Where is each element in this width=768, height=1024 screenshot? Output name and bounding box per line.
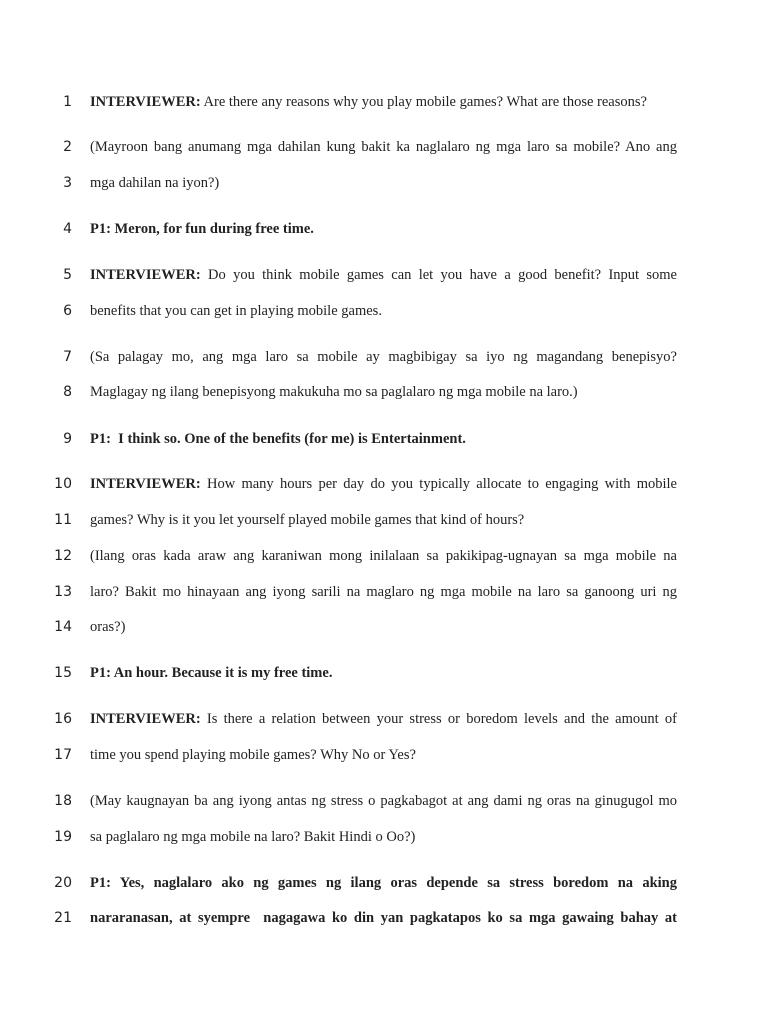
- line-text: (May kaugnayan ba ang iyong antas ng stress o pagkabagot at ang dami ng oras na ginugugol mo: [90, 793, 677, 809]
- transcript-line-4: [0, 221, 768, 245]
- transcript-line-16: [0, 711, 768, 735]
- transcript-line-15: [0, 665, 768, 689]
- transcript-line-19: [0, 829, 768, 853]
- line-number: 19: [54, 829, 72, 845]
- question-text: How many hours per day do you typically allocate to engaging with mobile: [200, 476, 677, 492]
- transcript-line-2: [0, 139, 768, 163]
- speaker-label: INTERVIEWER:: [90, 94, 201, 110]
- line-number: 2: [63, 139, 72, 155]
- question-text: Do you think mobile games can let you have a good benefit? Input some: [200, 267, 677, 283]
- speaker-label: INTERVIEWER:: [90, 267, 201, 283]
- transcript-line-12: [0, 548, 768, 572]
- answer-text: P1: I think so. One of the benefits (for me) is Entertainment.: [90, 431, 466, 447]
- line-number: 7: [63, 349, 72, 365]
- line-text: sa paglalaro ng mga mobile na laro? Bakit Hindi o Oo?): [90, 829, 416, 845]
- line-text: Maglagay ng ilang benepisyong makukuha mo sa paglalaro ng mga mobile na laro.): [90, 384, 578, 400]
- line-number: 14: [54, 619, 72, 635]
- transcript-line-14: [0, 619, 768, 643]
- line-text: (Mayroon bang anumang mga dahilan kung bakit ka naglalaro ng mga laro sa mobile? Ano ang: [90, 139, 677, 155]
- answer-text: P1: Yes, naglalaro ako ng games ng ilang oras depende sa stress boredom na aking: [90, 875, 677, 891]
- transcript-line-18: [0, 793, 768, 817]
- line-number: 5: [63, 267, 72, 283]
- line-text: oras?): [90, 619, 126, 635]
- line-number: 13: [54, 584, 72, 600]
- transcript-line-8: [0, 384, 768, 408]
- line-text: [90, 94, 677, 111]
- speaker-label: INTERVIEWER:: [90, 476, 201, 492]
- line-text: games? Why is it you let yourself played mobile games that kind of hours?: [90, 512, 525, 528]
- line-number: 4: [63, 221, 72, 237]
- transcript-line-5: [0, 267, 768, 291]
- line-number: 10: [54, 476, 72, 492]
- transcript-line-13: [0, 584, 768, 608]
- line-text: laro? Bakit mo hinayaan ang iyong sarili na maglaro ng mga mobile na laro sa ganoong uri ng: [90, 584, 677, 600]
- line-number: 11: [54, 512, 72, 528]
- line-number: 12: [54, 548, 72, 564]
- line-number: 20: [54, 875, 72, 891]
- line-text: (Ilang oras kada araw ang karaniwan mong inilalaan sa pakikipag-ugnayan sa mga mobile na: [90, 548, 677, 564]
- line-number: 3: [63, 175, 72, 191]
- transcript-line-10: [0, 476, 768, 500]
- transcript-line-7: [0, 349, 768, 373]
- line-text: [90, 476, 677, 493]
- line-text: mga dahilan na iyon?): [90, 175, 220, 191]
- line-text: time you spend playing mobile games? Why No or Yes?: [90, 747, 416, 763]
- answer-text: nararanasan, at syempre nagagawa ko din yan pagkatapos ko sa mga gawaing bahay at: [90, 910, 677, 926]
- transcript-line-9: [0, 431, 768, 455]
- transcript-line-11: [0, 512, 768, 536]
- line-number: 16: [54, 711, 72, 727]
- line-text: (Sa palagay mo, ang mga laro sa mobile ay magbibigay sa iyo ng magandang benepisyo?: [90, 349, 677, 365]
- line-number: 6: [63, 303, 72, 319]
- line-text: [90, 711, 677, 728]
- line-number: 1: [63, 94, 72, 110]
- question-text: Is there a relation between your stress or boredom levels and the amount of: [200, 711, 677, 727]
- answer-text: P1: Meron, for fun during free time.: [90, 221, 314, 237]
- speaker-label: INTERVIEWER:: [90, 711, 201, 727]
- transcript-line-17: [0, 747, 768, 771]
- line-text: [90, 267, 677, 284]
- line-number: 17: [54, 747, 72, 763]
- question-text: Are there any reasons why you play mobile games? What are those reasons?: [200, 94, 647, 110]
- answer-text: P1: An hour. Because it is my free time.: [90, 665, 333, 681]
- transcript-line-3: [0, 175, 768, 199]
- transcript-line-21: [0, 910, 768, 934]
- transcript-line-1: [0, 94, 768, 118]
- line-number: 18: [54, 793, 72, 809]
- line-number: 21: [54, 910, 72, 926]
- transcript-line-20: [0, 875, 768, 899]
- transcript-line-6: [0, 303, 768, 327]
- line-text: benefits that you can get in playing mobile games.: [90, 303, 382, 319]
- line-number: 15: [54, 665, 72, 681]
- line-number: 9: [63, 431, 72, 447]
- line-number: 8: [63, 384, 72, 400]
